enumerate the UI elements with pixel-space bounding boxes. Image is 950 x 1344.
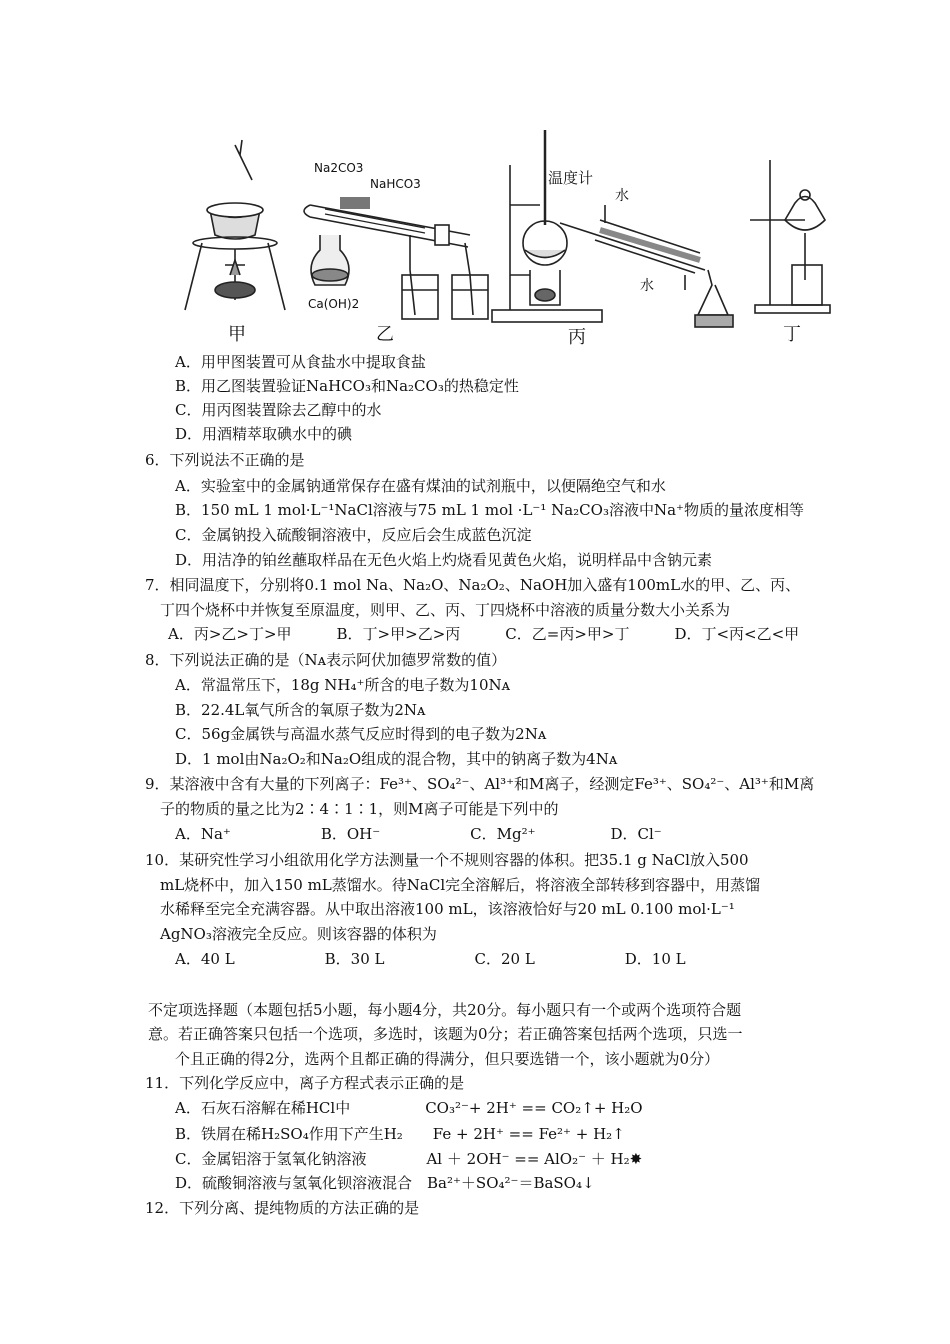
label-thermometer: 温度计 — [548, 169, 594, 187]
separatory-funnel-apparatus — [750, 160, 830, 313]
q10-stem-3: 水稀释至完全充满容器。从中取出溶液100 mL，该溶液恰好与20 mL 0.100 mol·L⁻¹ — [160, 900, 735, 918]
q8-option-a: A．常温常压下，18g NH₄⁺所含的电子数为10Nᴀ — [175, 676, 511, 694]
q11-option-b: B．铁屑在稀H₂SO₄作用下产生H₂ Fe + 2H⁺ == Fe²⁺ + H₂↑ — [175, 1125, 625, 1143]
q8-stem: 8．下列说法正确的是（Nᴀ表示阿伏加德罗常数的值） — [145, 651, 507, 669]
label-na2co3: Na2CO3 — [314, 161, 364, 175]
q11-option-d: D．硫酸铜溶液与氢氧化钡溶液混合 Ba²⁺＋SO₄²⁻＝BaSO₄↓ — [175, 1174, 595, 1192]
section-header-2: 意。若正确答案只包括一个选项，多选时，该题为0分；若正确答案包括两个选项，只选一 — [148, 1025, 743, 1043]
q7-stem-cont: 丁四个烧杯中并恢复至原温度，则甲、乙、丙、丁四烧杯中溶液的质量分数大小关系为 — [160, 601, 731, 619]
q9-stem: 9．某溶液中含有大量的下列离子：Fe³⁺、SO₄²⁻、Al³⁺和M离子，经测定Fe³⁺、SO₄²⁻、Al³⁺和M离 — [145, 775, 815, 793]
q7-stem: 7．相同温度下，分别将0.1 mol Na、Na₂O、Na₂O₂、NaOH加入盛有100mL水的甲、乙、丙、 — [145, 576, 801, 594]
q12-stem: 12．下列分离、提纯物质的方法正确的是 — [145, 1199, 420, 1217]
q6-option-b: B．150 mL 1 mol·L⁻¹NaCl溶液与75 mL 1 mol ·L⁻¹ Na₂CO₃溶液中Na⁺物质的量浓度相等 — [175, 501, 804, 519]
label-water-out: 水 — [640, 278, 654, 294]
q10-stem: 10．某研究性学习小组欲用化学方法测量一个不规则容器的体积。把35.1 g NaCl放入500 — [145, 851, 749, 869]
q5-option-c: C．用丙图装置除去乙醇中的水 — [175, 401, 382, 419]
q11-option-c: C．金属铝溶于氢氧化钠溶液 Al ＋ 2OH⁻ == AlO₂⁻ ＋ H₂✸ — [175, 1150, 643, 1168]
q5-option-b: B．用乙图装置验证NaHCO₃和Na₂CO₃的热稳定性 — [175, 377, 519, 395]
q6-option-a: A．实验室中的金属钠通常保存在盛有煤油的试剂瓶中，以便隔绝空气和水 — [175, 477, 666, 495]
q9-options: A．Na⁺ B．OH⁻ C．Mg²⁺ D．Cl⁻ — [175, 825, 662, 843]
label-water-in: 水 — [615, 188, 629, 204]
apparatus-drawing — [180, 125, 840, 350]
evaporation-apparatus — [185, 140, 285, 310]
caption-ding: 丁 — [783, 324, 801, 345]
caption-bing: 丙 — [568, 327, 586, 348]
q11-stem: 11．下列化学反应中，离子方程式表示正确的是 — [145, 1074, 465, 1092]
q6-stem: 6．下列说法不正确的是 — [145, 451, 305, 469]
q10-options: A．40 L B．30 L C．20 L D．10 L — [175, 950, 686, 968]
q10-stem-4: AgNO₃溶液完全反应。则该容器的体积为 — [160, 925, 437, 943]
label-nahco3: NaHCO3 — [370, 177, 421, 191]
q9-stem-cont: 子的物质的量之比为2∶4∶1∶1，则M离子可能是下列中的 — [160, 800, 559, 818]
q8-option-c: C．56g金属铁与高温水蒸气反应时得到的电子数为2Nᴀ — [175, 725, 547, 743]
q6-option-d: D．用洁净的铂丝蘸取样品在无色火焰上灼烧看见黄色火焰，说明样品中含钠元素 — [175, 551, 713, 569]
q6-option-c: C．金属钠投入硫酸铜溶液中，反应后会生成蓝色沉淀 — [175, 526, 532, 544]
apparatus-figure — [180, 125, 840, 350]
section-header-3: 个且正确的得2分，选两个且都正确的得满分，但只要选错一个，该小题就为0分） — [175, 1050, 720, 1068]
caption-jia: 甲 — [228, 324, 246, 345]
q5-option-d: D．用酒精萃取碘水中的碘 — [175, 425, 353, 443]
q5-option-a: A．用甲图装置可从食盐水中提取食盐 — [175, 353, 426, 371]
caption-yi: 乙 — [376, 324, 394, 345]
q10-stem-2: mL烧杯中，加入150 mL蒸馏水。待NaCl完全溶解后，将溶液全部转移到容器中，用蒸馏 — [160, 876, 761, 894]
q11-option-a: A．石灰石溶解在稀HCl中 CO₃²⁻+ 2H⁺ == CO₂↑+ H₂O — [175, 1099, 643, 1117]
q8-option-b: B．22.4L氧气所含的氧原子数为2Nᴀ — [175, 701, 426, 719]
q7-options: A．丙>乙>丁>甲 B．丁>甲>乙>丙 C．乙=丙>甲>丁 D．丁<丙<乙<甲 — [168, 625, 800, 643]
q8-option-d: D．1 mol由Na₂O₂和Na₂O组成的混合物，其中的钠离子数为4Nᴀ — [175, 750, 618, 768]
label-caoh2: Ca(OH)2 — [308, 297, 360, 311]
distillation-apparatus — [492, 130, 733, 327]
section-header: 不定项选择题（本题包括5小题，每小题4分，共20分。每小题只有一个或两个选项符合题 — [148, 1001, 742, 1019]
